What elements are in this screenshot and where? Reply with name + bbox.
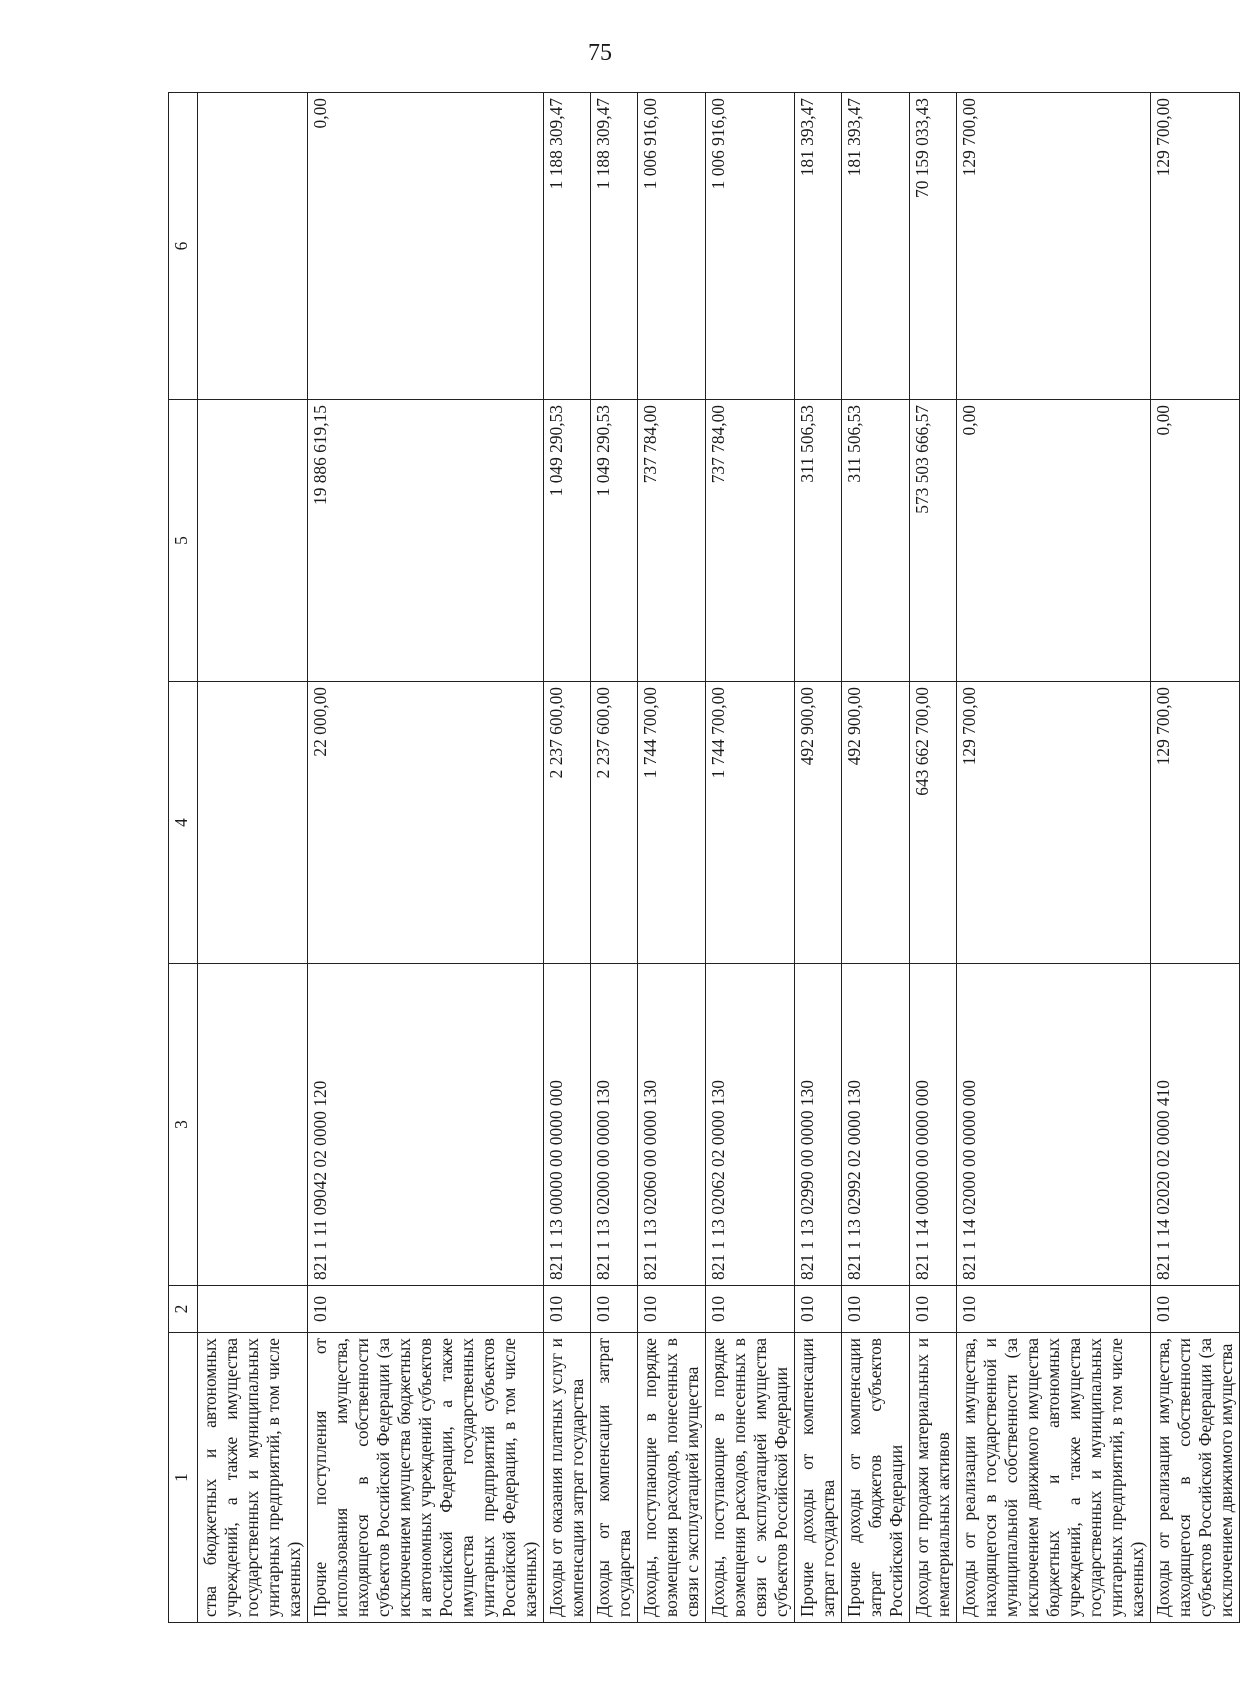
income-name: Доходы от реализации имущества, находящегося в государственной и муниципальной собственности (за исключением движимого имущества бюджетных и автономных учреждений, а также имущества государственных и муниципальных унитарных предприятий, в том числе казенных) — [957, 1333, 1151, 1623]
line-code: 010 — [842, 1286, 910, 1333]
line-code — [198, 1286, 308, 1333]
income-name: Доходы от продажи материальных и нематериальных активов — [910, 1333, 957, 1623]
table-row — [544, 93, 591, 1623]
table-row — [842, 93, 910, 1623]
unexecuted-amount — [198, 93, 308, 400]
table-row — [638, 93, 706, 1623]
approved-amount: 492 900,00 — [795, 682, 842, 964]
unexecuted-amount: 129 700,00 — [957, 93, 1151, 400]
line-code: 010 — [795, 1286, 842, 1333]
line-code: 010 — [706, 1286, 795, 1333]
line-code: 010 — [957, 1286, 1151, 1333]
budget-classification-code: 821 1 13 02992 02 0000 130 — [842, 964, 910, 1286]
income-name: Доходы, поступающие в порядке возмещения расходов, понесенных в связи с эксплуатацией имущества — [638, 1333, 706, 1623]
budget-classification-code: 821 1 14 00000 00 0000 000 — [910, 964, 957, 1286]
income-name: Прочие поступления от использования имущества, находящегося в собственности субъектов Российской Федерации (за исключением имущества бюджетных и автономных учреждений субъектов Российской Федерации, а также имущества государственных унитарных предприятий субъектов Российской Федерации, в том числе казенных) — [308, 1333, 544, 1623]
budget-classification-code: 821 1 11 09042 02 0000 120 — [308, 964, 544, 1286]
unexecuted-amount: 0,00 — [308, 93, 544, 400]
approved-amount: 2 237 600,00 — [591, 682, 638, 964]
executed-amount: 0,00 — [957, 400, 1151, 682]
table-row — [198, 93, 308, 1623]
approved-amount: 492 900,00 — [842, 682, 910, 964]
column-number: 4 — [169, 682, 198, 964]
budget-classification-code — [198, 964, 308, 1286]
executed-amount: 311 506,53 — [795, 400, 842, 682]
executed-amount: 19 886 619,15 — [308, 400, 544, 682]
line-code: 010 — [1151, 1286, 1240, 1333]
unexecuted-amount: 1 188 309,47 — [591, 93, 638, 400]
unexecuted-amount: 181 393,47 — [842, 93, 910, 400]
income-name: Доходы от оказания платных услуг и компенсации затрат государства — [544, 1333, 591, 1623]
budget-classification-code: 821 1 13 02990 00 0000 130 — [795, 964, 842, 1286]
line-code: 010 — [308, 1286, 544, 1333]
approved-amount: 643 662 700,00 — [910, 682, 957, 964]
unexecuted-amount: 70 159 033,43 — [910, 93, 957, 400]
executed-amount: 737 784,00 — [638, 400, 706, 682]
executed-amount: 1 049 290,53 — [544, 400, 591, 682]
income-name: Прочие доходы от компенсации затрат бюджетов субъектов Российской Федерации — [842, 1333, 910, 1623]
income-name: Доходы от реализации имущества, находящегося в собственности субъектов Российской Федерации (за исключением движимого имущества — [1151, 1333, 1240, 1623]
unexecuted-amount: 129 700,00 — [1151, 93, 1240, 400]
income-name: Доходы от компенсации затрат государства — [591, 1333, 638, 1623]
approved-amount: 129 700,00 — [1151, 682, 1240, 964]
line-code: 010 — [544, 1286, 591, 1333]
income-report-table — [168, 92, 1240, 1623]
table-row — [706, 93, 795, 1623]
unexecuted-amount: 1 188 309,47 — [544, 93, 591, 400]
line-code: 010 — [638, 1286, 706, 1333]
table-row — [957, 93, 1151, 1623]
column-number-row — [169, 93, 198, 1623]
income-name: Прочие доходы от компенсации затрат государства — [795, 1333, 842, 1623]
budget-classification-code: 821 1 13 02060 00 0000 130 — [638, 964, 706, 1286]
budget-classification-code: 821 1 14 02020 02 0000 410 — [1151, 964, 1240, 1286]
executed-amount: 573 503 666,57 — [910, 400, 957, 682]
column-number: 1 — [169, 1333, 198, 1623]
column-number: 3 — [169, 964, 198, 1286]
unexecuted-amount: 181 393,47 — [795, 93, 842, 400]
budget-classification-code: 821 1 13 02062 02 0000 130 — [706, 964, 795, 1286]
page-number: 75 — [588, 40, 612, 66]
budget-classification-code: 821 1 13 02000 00 0000 130 — [591, 964, 638, 1286]
approved-amount: 2 237 600,00 — [544, 682, 591, 964]
income-name: Доходы, поступающие в порядке возмещения расходов, понесенных в связи с эксплуатацией имущества субъектов Российской Федерации — [706, 1333, 795, 1623]
income-name: ства бюджетных и автономных учреждений, а также имущества государственных и муниципальных унитарных предприятий, в том числе казенных) — [198, 1333, 308, 1623]
approved-amount: 22 000,00 — [308, 682, 544, 964]
executed-amount: 737 784,00 — [706, 400, 795, 682]
unexecuted-amount: 1 006 916,00 — [638, 93, 706, 400]
budget-classification-code: 821 1 13 00000 00 0000 000 — [544, 964, 591, 1286]
executed-amount: 0,00 — [1151, 400, 1240, 682]
approved-amount — [198, 682, 308, 964]
line-code: 010 — [591, 1286, 638, 1333]
executed-amount — [198, 400, 308, 682]
approved-amount: 1 744 700,00 — [638, 682, 706, 964]
table-row — [1151, 93, 1240, 1623]
approved-amount: 1 744 700,00 — [706, 682, 795, 964]
table-row — [795, 93, 842, 1623]
column-number: 6 — [169, 93, 198, 400]
executed-amount: 311 506,53 — [842, 400, 910, 682]
table-row — [591, 93, 638, 1623]
column-number: 2 — [169, 1286, 198, 1333]
unexecuted-amount: 1 006 916,00 — [706, 93, 795, 400]
line-code: 010 — [910, 1286, 957, 1333]
table-row — [308, 93, 544, 1623]
executed-amount: 1 049 290,53 — [591, 400, 638, 682]
budget-classification-code: 821 1 14 02000 00 0000 000 — [957, 964, 1151, 1286]
report-table-container — [168, 93, 1236, 1623]
approved-amount: 129 700,00 — [957, 682, 1151, 964]
table-row — [910, 93, 957, 1623]
column-number: 5 — [169, 400, 198, 682]
